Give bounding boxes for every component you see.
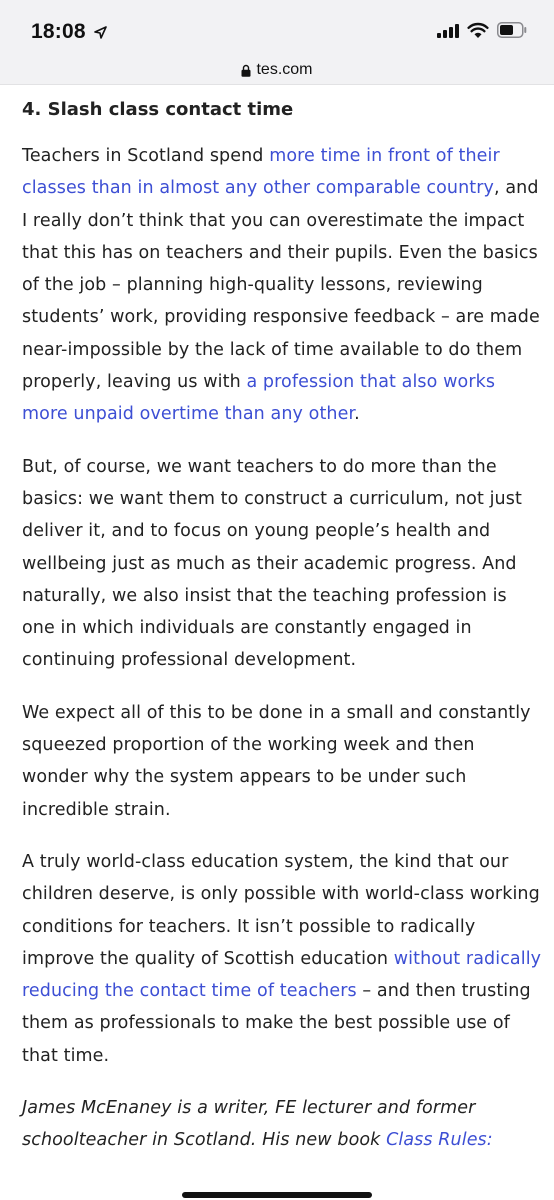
article-paragraph-2: But, of course, we want teachers to do more than the basics: we want them to construct a curriculum, not just deliver it, and to focus on young people’s health and wellbeing just as much as their academic progress. And naturally, we also insist that the teaching profession is one in which individuals are constantly engaged in continuing professional development. (22, 456, 522, 671)
link-book-class-rules[interactable]: Class Rules: (386, 1130, 493, 1151)
status-time: 18:08 (31, 20, 86, 43)
link-reducing-contact-time[interactable]: without radically reducing the contact time of teachers (22, 948, 542, 1002)
article-body (22, 94, 542, 1157)
paragraph-text: – and then trusting them as professionals to make the best possible use of that time. (22, 981, 531, 1066)
cellular-signal-icon (437, 24, 459, 38)
paragraph-text: , and I really don’t think that you can overestimate the impact that this has on teachers and their pupils. Even the basics of the job – planning high-quality lessons, reviewing students’ work, providing responsive feedback – are made near-impossible by the lack of time available to do them properly, leaving us with (22, 178, 540, 393)
url-text[interactable]: tes.com (256, 61, 313, 78)
paragraph-text: Teachers in Scotland spend (22, 146, 270, 166)
lock-icon (241, 64, 251, 77)
link-contact-time-comparison[interactable]: more time in front of their classes than in almost any other comparable country (22, 146, 500, 199)
article-paragraph-3: We expect all of this to be done in a small and constantly squeezed proportion of the working week and then wonder why the system appears to be under such incredible strain. (22, 702, 531, 820)
battery-icon (497, 22, 527, 38)
status-bar (0, 0, 554, 58)
article-paragraph-1 (22, 140, 542, 431)
article-paragraph-4 (22, 846, 542, 1072)
paragraph-text: . (354, 404, 360, 425)
wifi-icon (467, 22, 489, 39)
byline-text: James McEnaney is a writer, FE lecturer and former schoolteacher in Scotland. His new book (22, 1098, 476, 1151)
location-arrow-icon (94, 26, 107, 39)
home-indicator[interactable] (182, 1192, 372, 1198)
section-heading: 4. Slash class contact time (22, 99, 294, 120)
browser-url-bar[interactable] (0, 58, 554, 85)
paragraph-text: A truly world-class education system, the kind that our children deserve, is only possible with world-class working conditions for teachers. It isn’t possible to radically improve the quality of Scottish education (22, 851, 540, 969)
author-byline (22, 1092, 542, 1157)
link-unpaid-overtime[interactable]: a profession that also works more unpaid overtime than any other (22, 372, 496, 425)
